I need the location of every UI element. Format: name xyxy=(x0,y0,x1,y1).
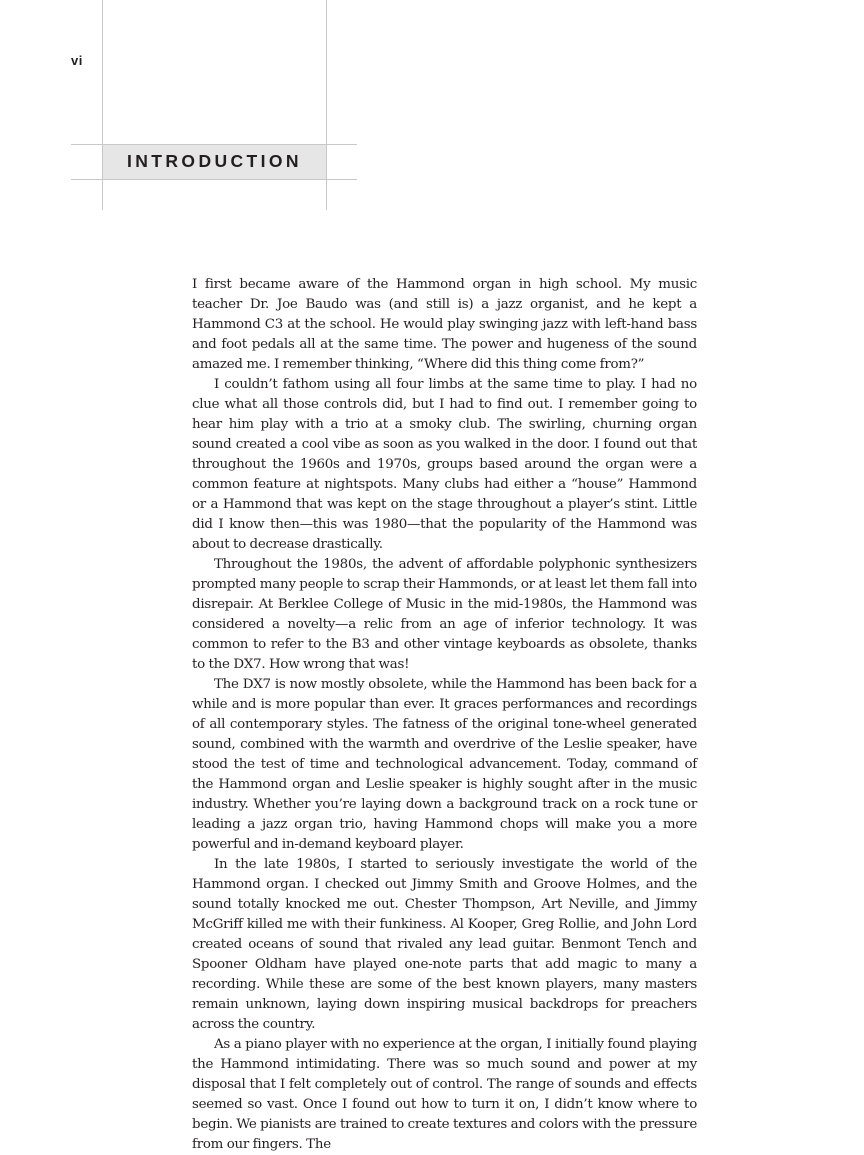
paragraph-3: Throughout the 1980s, the advent of affordable polyphonic synthesizers prompted many people to scrap their Hammonds, or at least let them fall into disrepair. At Berklee College of Music in the mid-1980s, the Hammond was considered a novelty—a relic from an age of inferior technology. It was common to refer to the B3 and other vintage keyboards as obsolete, thanks to the DX7. How wrong that was! xyxy=(192,557,697,672)
chapter-title: INTRODUCTION xyxy=(127,151,302,171)
paragraph-2: I couldn’t fathom using all four limbs at the same time to play. I had no clue what all those controls did, but I had to find out. I remember going to hear him play with a trio at a smoky club. The swirling, churning organ sound created a cool vibe as soon as you walked in the door. I found out that throughout the 1960s and 1970s, groups based around the organ were a common feature at nightspots. Many clubs had either a “house” Hammond or a Hammond that was kept on the stage throughout a player’s stint. Little did I know then—this was 1980—that the popularity of the Hammond was about to decrease drastically. xyxy=(192,377,697,552)
frame-line-top xyxy=(71,144,357,145)
frame-line-bottom xyxy=(71,179,357,180)
paragraph-5: In the late 1980s, I started to seriously investigate the world of the Hammond organ. I checked out Jimmy Smith and Groove Holmes, and the sound totally knocked me out. Chester Thompson, Art Neville, and Jimmy McGriff killed me with their funkiness. Al Kooper, Greg Rollie, and John Lord created oceans of sound that rivaled any lead guitar. Benmont Tench and Spooner Oldham have played one-note parts that add magic to many a recording. While these are some of the best known players, many masters remain unknown, laying down inspiring musical backdrops for preachers across the country. xyxy=(192,857,697,1032)
body-text xyxy=(192,275,697,1155)
paragraph-6: As a piano player with no experience at the organ, I initially found playing the Hammond intimidating. There was so much sound and power at my disposal that I felt completely out of control. The range of sounds and effects seemed so vast. Once I found out how to turn it on, I didn’t know where to begin. We pianists are trained to create textures and colors with the pressure from our fingers. The xyxy=(192,1037,697,1152)
paragraph-4: The DX7 is now mostly obsolete, while the Hammond has been back for a while and is more popular than ever. It graces performances and recordings of all contemporary styles. The fatness of the original tone-wheel generated sound, combined with the warmth and overdrive of the Leslie speaker, have stood the test of time and technological advancement. Today, command of the Hammond organ and Leslie speaker is highly sought after in the music industry. Whether you’re laying down a background track on a rock tune or leading a jazz organ trio, having Hammond chops will make you a more powerful and in-demand keyboard player. xyxy=(192,677,697,852)
page-number: vi xyxy=(71,53,83,68)
paragraph-1: I first became aware of the Hammond organ in high school. My music teacher Dr. Joe Baudo was (and still is) a jazz organist, and he kept a Hammond C3 at the school. He would play swinging jazz with left-hand bass and foot pedals all at the same time. The power and hugeness of the sound amazed me. I remember thinking, “Where did this thing come from?” xyxy=(192,277,697,372)
